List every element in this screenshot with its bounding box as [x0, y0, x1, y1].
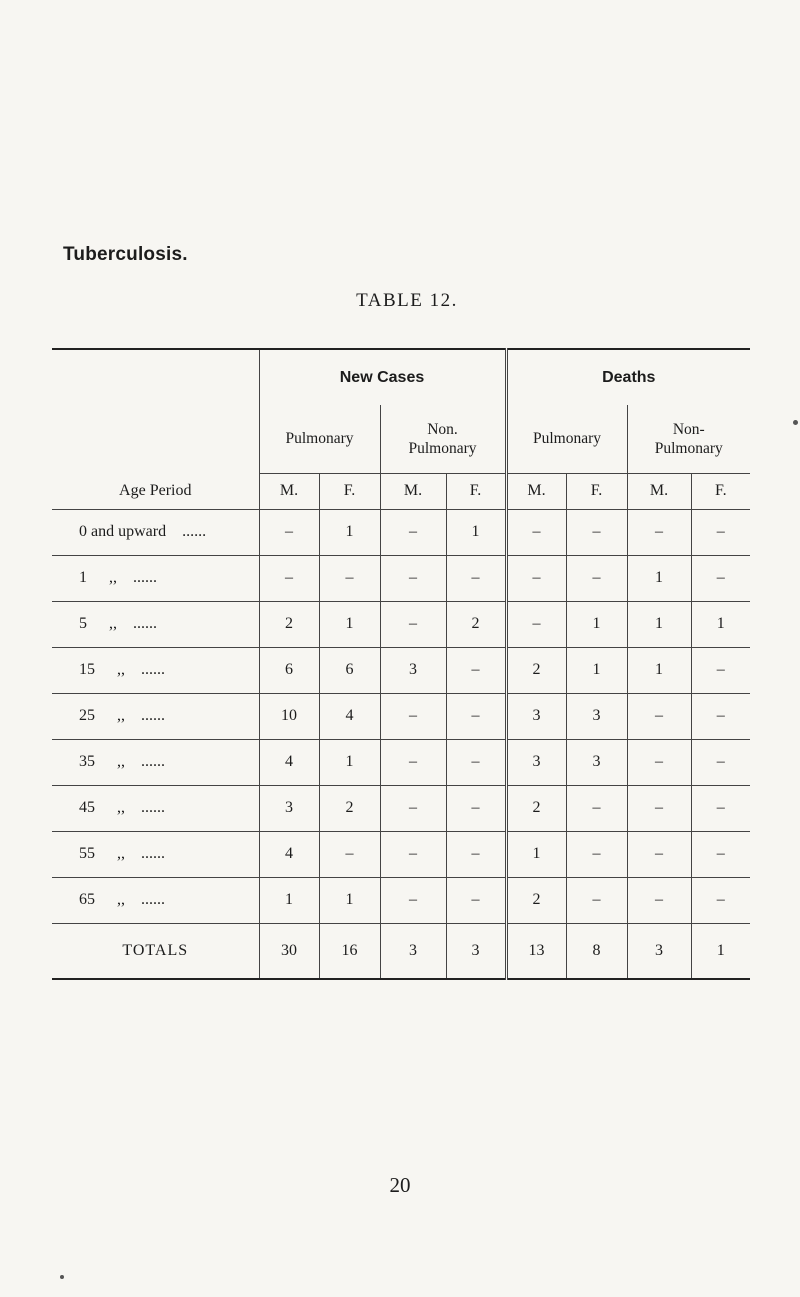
leader-dots: ...... — [133, 569, 157, 586]
value-cell: – — [691, 555, 750, 601]
subgroup-deaths-non-pulmonary — [627, 405, 750, 473]
col-header: F. — [566, 473, 627, 509]
ditto-mark: ,, — [117, 661, 125, 678]
value-cell: – — [691, 509, 750, 555]
value-cell: – — [446, 739, 506, 785]
paper-speck — [793, 420, 798, 425]
age-period-value: 1 — [79, 569, 87, 586]
leader-dots: ...... — [141, 891, 165, 908]
col-header: F. — [446, 473, 506, 509]
group-deaths: Deaths — [506, 349, 750, 405]
age-period-value: 55 — [79, 845, 95, 862]
table-row — [52, 785, 750, 831]
value-cell: – — [566, 877, 627, 923]
age-period-cell — [52, 601, 259, 647]
age-period-value: 15 — [79, 661, 95, 678]
value-cell: – — [446, 647, 506, 693]
value-cell: – — [627, 739, 691, 785]
subgroup-new-non-pulmonary — [380, 405, 506, 473]
age-period-cell — [52, 693, 259, 739]
value-cell: 2 — [259, 601, 319, 647]
total-cell: 16 — [319, 923, 380, 979]
table-body — [52, 509, 750, 923]
total-cell: 8 — [566, 923, 627, 979]
ditto-mark: ,, — [109, 569, 117, 586]
value-cell: – — [380, 785, 446, 831]
value-cell: 4 — [259, 739, 319, 785]
col-header: M. — [627, 473, 691, 509]
table-row — [52, 739, 750, 785]
value-cell: – — [566, 509, 627, 555]
value-cell: – — [319, 831, 380, 877]
value-cell: – — [627, 509, 691, 555]
value-cell: 3 — [506, 693, 566, 739]
ditto-mark: ,, — [117, 799, 125, 816]
age-period-cell — [52, 509, 259, 555]
table-row — [52, 601, 750, 647]
age-period-cell — [52, 555, 259, 601]
value-cell: – — [691, 693, 750, 739]
value-cell: 6 — [319, 647, 380, 693]
total-cell: 30 — [259, 923, 319, 979]
value-cell: – — [691, 877, 750, 923]
subgroup-new-non-pulmonary-line1: Non. — [427, 420, 458, 438]
col-header: M. — [380, 473, 446, 509]
value-cell: – — [506, 509, 566, 555]
value-cell: 3 — [506, 739, 566, 785]
value-cell: 1 — [627, 647, 691, 693]
header-corner — [52, 349, 259, 473]
ditto-mark: ,, — [117, 707, 125, 724]
value-cell: 1 — [319, 509, 380, 555]
section-title: Tuberculosis. — [63, 244, 188, 265]
value-cell: 2 — [319, 785, 380, 831]
age-period-cell — [52, 877, 259, 923]
col-header: M. — [259, 473, 319, 509]
age-period-value: 25 — [79, 707, 95, 724]
age-period-cell — [52, 647, 259, 693]
totals-label-text: TOTALS — [122, 941, 189, 959]
value-cell: – — [446, 785, 506, 831]
value-cell: – — [566, 831, 627, 877]
value-cell: 1 — [506, 831, 566, 877]
value-cell: – — [446, 555, 506, 601]
subgroup-deaths-non-pulmonary-line2: Pulmonary — [654, 439, 723, 457]
table-row — [52, 647, 750, 693]
value-cell: 3 — [259, 785, 319, 831]
value-cell: 1 — [319, 739, 380, 785]
value-cell: 3 — [380, 647, 446, 693]
value-cell: – — [380, 601, 446, 647]
value-cell: 1 — [259, 877, 319, 923]
age-period-value: 5 — [79, 615, 87, 632]
value-cell: 2 — [446, 601, 506, 647]
value-cell: – — [319, 555, 380, 601]
table-row — [52, 693, 750, 739]
value-cell: – — [380, 831, 446, 877]
total-cell: 3 — [627, 923, 691, 979]
table-row — [52, 831, 750, 877]
table-row — [52, 509, 750, 555]
subgroup-new-pulmonary — [259, 405, 380, 473]
leader-dots: ...... — [141, 799, 165, 816]
table-row — [52, 555, 750, 601]
subgroup-deaths-non-pulmonary-line1: Non- — [672, 420, 705, 438]
col-header: M. — [506, 473, 566, 509]
value-cell: – — [380, 739, 446, 785]
age-period-cell — [52, 739, 259, 785]
leader-dots: ...... — [141, 845, 165, 862]
value-cell: 4 — [259, 831, 319, 877]
ditto-mark: ,, — [117, 891, 125, 908]
ditto-mark: ,, — [117, 845, 125, 862]
value-cell: – — [691, 785, 750, 831]
value-cell: – — [506, 601, 566, 647]
group-new-cases: New Cases — [259, 349, 506, 405]
age-period-value: 35 — [79, 753, 95, 770]
value-cell: 1 — [566, 601, 627, 647]
total-cell: 3 — [380, 923, 446, 979]
value-cell: 3 — [566, 693, 627, 739]
age-period-value: 45 — [79, 799, 95, 816]
value-cell: 1 — [319, 877, 380, 923]
leader-dots: ...... — [141, 661, 165, 678]
value-cell: 3 — [566, 739, 627, 785]
value-cell: 1 — [446, 509, 506, 555]
value-cell: – — [691, 647, 750, 693]
value-cell: – — [446, 693, 506, 739]
value-cell: – — [627, 785, 691, 831]
leader-dots: ...... — [182, 523, 207, 540]
value-cell: – — [691, 831, 750, 877]
value-cell: – — [259, 555, 319, 601]
value-cell: – — [566, 785, 627, 831]
value-cell: – — [627, 831, 691, 877]
value-cell: – — [691, 739, 750, 785]
col-header: F. — [319, 473, 380, 509]
value-cell: – — [380, 555, 446, 601]
ditto-mark: ,, — [117, 753, 125, 770]
age-period-cell — [52, 785, 259, 831]
value-cell: 6 — [259, 647, 319, 693]
value-cell: – — [506, 555, 566, 601]
value-cell: 4 — [319, 693, 380, 739]
age-period-value: 65 — [79, 891, 95, 908]
value-cell: – — [380, 877, 446, 923]
paper-speck — [60, 1275, 64, 1279]
value-cell: – — [566, 555, 627, 601]
leader-dots: ...... — [133, 615, 157, 632]
total-cell: 1 — [691, 923, 750, 979]
value-cell: 2 — [506, 647, 566, 693]
value-cell: – — [627, 877, 691, 923]
value-cell: 1 — [691, 601, 750, 647]
ditto-mark: ,, — [109, 615, 117, 632]
value-cell: – — [380, 693, 446, 739]
age-period-cell — [52, 831, 259, 877]
total-cell: 13 — [506, 923, 566, 979]
page-number: 20 — [389, 1173, 411, 1197]
total-cell: 3 — [446, 923, 506, 979]
value-cell: – — [446, 877, 506, 923]
totals-row — [52, 923, 750, 979]
table-title: TABLE 12. — [356, 290, 458, 311]
value-cell: 1 — [627, 601, 691, 647]
value-cell: 1 — [627, 555, 691, 601]
value-cell: 1 — [319, 601, 380, 647]
age-period-value: 0 and upward — [79, 523, 167, 540]
header-age-period: Age Period — [52, 473, 259, 509]
leader-dots: ...... — [141, 707, 165, 724]
subgroup-new-non-pulmonary-line2: Pulmonary — [408, 439, 477, 457]
subgroup-deaths-pulmonary-label: Pulmonary — [532, 430, 602, 448]
value-cell: – — [259, 509, 319, 555]
value-cell: – — [627, 693, 691, 739]
leader-dots: ...... — [141, 753, 165, 770]
value-cell: – — [380, 509, 446, 555]
subgroup-deaths-pulmonary — [506, 405, 627, 473]
col-header: F. — [691, 473, 750, 509]
value-cell: 10 — [259, 693, 319, 739]
value-cell: 2 — [506, 785, 566, 831]
tuberculosis-table — [52, 348, 750, 980]
table-row — [52, 877, 750, 923]
value-cell: – — [446, 831, 506, 877]
value-cell: 2 — [506, 877, 566, 923]
totals-label — [52, 923, 259, 979]
value-cell: 1 — [566, 647, 627, 693]
subgroup-new-pulmonary-label: Pulmonary — [285, 430, 354, 448]
